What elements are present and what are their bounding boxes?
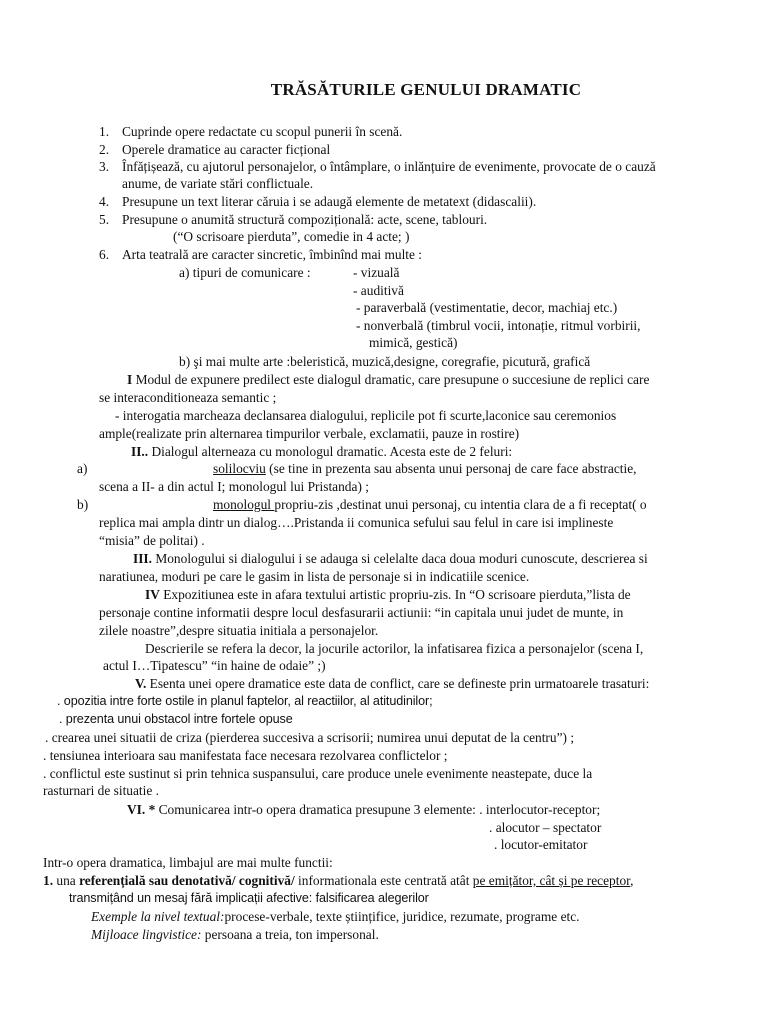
list-item-continuation: (“O scrisoare pierduta”, comedie in 4 acte; ): [173, 229, 410, 244]
list-item: Arta teatrală are caracter sincretic, îmbinînd mai multe :: [122, 247, 423, 262]
section-6-mark: VI. *: [127, 802, 156, 817]
section-4-line: Descrierile se refera la decor, la jocurile actorilor, la infatisarea fizica a personajelor (scena I,: [145, 641, 644, 656]
list-item: Operele dramatice au caracter ficțional: [122, 142, 331, 157]
section-6-text: Comunicarea intr-o opera dramatica presupune 3 elemente: . interlocutor-receptor;: [155, 802, 601, 817]
monologul-term: monologul: [213, 497, 275, 512]
comm-label: a) tipuri de comunicare :: [179, 265, 311, 280]
function-text: ,: [630, 873, 634, 888]
linguistic-means-line: [91, 926, 379, 944]
list-number: 6.: [99, 247, 110, 262]
section-1-line: se interaconditioneaza semantic ;: [99, 390, 277, 405]
section-4-line: personaje contine informatii despre locul desfasurarii actiunii: “in capitala unui judet de munte, in: [99, 605, 624, 620]
conflict-item: . prezenta unui obstacol intre fortele opuse: [59, 712, 293, 726]
comm-item: - vizuală: [353, 265, 400, 280]
function-1-line: [43, 872, 633, 890]
section-2-line: [213, 460, 637, 478]
section-4-line: [145, 586, 631, 604]
functions-intro: Intr-o opera dramatica, limbajul are mai multe functii:: [43, 855, 333, 870]
list-number: b): [77, 497, 89, 512]
section-3-text: Monologului si dialogului i se adauga si celelalte daca doua moduri cunoscute, descrierea si: [151, 551, 648, 566]
comm-item: - auditivă: [353, 283, 404, 298]
function-text: informationala este centrată atât: [294, 873, 473, 888]
conflict-item: . conflictul este sustinut si prin tehnica suspansului, care produce unele evenimente neastepate, duce la: [43, 766, 593, 781]
linguistic-means-label: Mijloace lingvistice:: [91, 927, 202, 942]
section-4-line: zilele noastre”,despre situatia initiala a personajelor.: [99, 623, 379, 638]
linguistic-means-text: persoana a treia, ton impersonal.: [201, 927, 379, 942]
section-2-text: (se tine in prezenta sau absenta unui personaj de care face abstractie,: [265, 461, 637, 476]
conflict-item: . crearea unei situatii de criza (pierderea succesiva a scrisorii; numirea unui deputat de la centru”) ;: [45, 730, 575, 745]
section-2-text: propriu-zis ,destinat unui personaj, cu intentia clara de a fi receptat( o: [274, 497, 647, 512]
list-item: Presupune o anumită structură compozițională: acte, scene, tablouri.: [122, 212, 488, 227]
list-number: 5.: [99, 212, 110, 227]
section-3-mark: III.: [133, 551, 152, 566]
examples-label: Exemple la nivel textual:: [91, 909, 225, 924]
list-number: 4.: [99, 194, 110, 209]
section-5-mark: V.: [135, 676, 147, 691]
list-number: 3.: [99, 159, 110, 174]
conflict-item: . tensiunea interioara sau manifestata face necesara rezolvarea conflictelor ;: [43, 748, 448, 763]
section-2-line: [213, 496, 647, 514]
section-1-text: Modul de expunere predilect este dialogul dramatic, care presupune o succesiune de replici care: [132, 372, 650, 387]
function-name: referențială sau denotativă/ cognitivă/: [79, 873, 295, 888]
section-1-line: [127, 371, 649, 389]
section-5-text: Esenta unei opere dramatice este data de conflict, care se defineste prin urmatoarele trasaturi:: [146, 676, 650, 691]
list-item-continuation: anume, de variate stări conflictuale.: [122, 176, 314, 191]
function-number: 1.: [43, 873, 54, 888]
section-2-line: “misia” de politai) .: [99, 533, 205, 548]
list-number: 2.: [99, 142, 110, 157]
function-text: una: [53, 873, 80, 888]
list-item: Înfățișează, cu ajutorul personajelor, o întâmplare, o inlănțuire de evenimente, provocate de o cauză: [122, 159, 656, 174]
function-emphasis: pe emițător, cât și pe receptor: [472, 873, 631, 888]
section-1-line: - interogatia marcheaza declansarea dialogului, replicile pot fi scurte,laconice sau ceremonios: [115, 408, 617, 423]
section-4-text: Expozitiunea este in afara textului artistic propriu-zis. In “O scrisoare pierduta,”lista de: [159, 587, 631, 602]
section-5-line: [135, 675, 649, 693]
conflict-item: . opozitia intre forte ostile in planul faptelor, al reactiilor, al atitudinilor;: [57, 694, 433, 708]
examples-text: procese-verbale, texte științifice, juridice, rezumate, programe etc.: [224, 909, 580, 924]
section-2-mark: II..: [131, 444, 149, 459]
comm-item: mimică, gestică): [369, 335, 458, 350]
function-1-continuation: transmițând un mesaj fără implicații afective: falsificarea alegerilor: [69, 891, 429, 905]
comm-element: . alocutor – spectator: [489, 820, 602, 835]
arts-line: b) şi mai multe arte :beleristică, muzică,designe, coregrafie, picutură, grafică: [179, 354, 591, 369]
list-number: 1.: [99, 124, 110, 139]
comm-element: . locutor-emitator: [494, 837, 588, 852]
list-number: a): [77, 461, 88, 476]
section-4-line: actul I…Tipatescu” “in haine de odaie” ;): [103, 658, 326, 673]
list-item: Cuprinde opere redactate cu scopul punerii în scenă.: [122, 124, 403, 139]
examples-line: [91, 908, 580, 926]
section-2-line: [131, 443, 512, 461]
section-1-line: ample(realizate prin alternarea timpurilor verbale, exclamatii, pauze in rostire): [99, 426, 520, 441]
section-2-line: scena a II- a din actul I; monologul lui Pristanda) ;: [99, 479, 369, 494]
section-3-line: naratiunea, moduri pe care le gasim in lista de personaje si in indicatiile scenice.: [99, 569, 530, 584]
solilocviu-term: solilocviu: [213, 461, 266, 476]
conflict-item-continuation: rasturnari de situatie .: [43, 783, 160, 798]
comm-item: - nonverbală (timbrul vocii, intonație, ritmul vorbirii,: [356, 318, 641, 333]
section-3-line: [133, 550, 648, 568]
section-1-mark: I: [127, 372, 133, 387]
section-2-line: replica mai ampla dintr un dialog….Pristanda ii comunica sefului sau felul in care isi implineste: [99, 515, 614, 530]
page-title: TRĂSĂTURILE GENULUI DRAMATIC: [270, 80, 582, 99]
list-item: Presupune un text literar căruia i se adaugă elemente de metatext (didascalii).: [122, 194, 537, 209]
section-4-mark: IV: [145, 587, 160, 602]
section-2-text: Dialogul alterneaza cu monologul dramatic. Acesta este de 2 feluri:: [148, 444, 513, 459]
comm-item: - paraverbală (vestimentatie, decor, machiaj etc.): [356, 300, 618, 315]
section-6-line: [127, 801, 600, 819]
